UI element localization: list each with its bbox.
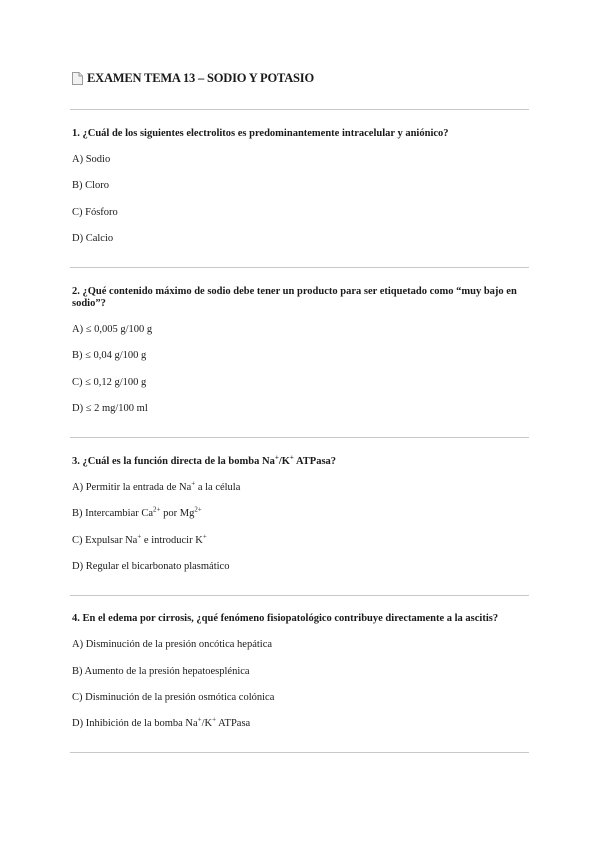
option-4a [72, 639, 272, 651]
divider [70, 437, 529, 438]
option-2d: D) ≤ 2 mg/100 ml [72, 403, 148, 414]
text-part: /K [201, 718, 213, 729]
superscript: + [191, 479, 196, 488]
text-part: C) Disminución de la presión osmótica colónica [72, 692, 275, 703]
document-title: EXAMEN TEMA 13 – SODIO Y POTASIO [87, 71, 314, 85]
option-2c: C) ≤ 0,12 g/100 g [72, 377, 147, 388]
document-icon [72, 72, 83, 85]
superscript: + [202, 532, 207, 541]
text-part: e introducir K [141, 535, 203, 546]
text-part: a la célula [195, 482, 241, 493]
option-1d: D) Calcio [72, 233, 114, 244]
text-part: por Mg [160, 508, 195, 519]
text-part: ATPasa? [293, 456, 337, 467]
option-2a: A) ≤ 0,005 g/100 g [72, 324, 153, 335]
question-4 [72, 613, 528, 625]
superscript: 2+ [153, 505, 161, 514]
divider [70, 267, 529, 268]
option-1b: B) Cloro [72, 180, 110, 191]
superscript: + [197, 715, 202, 724]
divider [70, 752, 529, 753]
question-text: 4. En el edema por cirrosis, ¿qué fenómeno fisiopatológico contribuye directamente a la ascitis? [72, 613, 499, 624]
superscript: 2+ [194, 505, 202, 514]
option-1a: A) Sodio [72, 154, 111, 165]
option-3d [72, 561, 229, 573]
option-3b [72, 505, 202, 520]
text-part: 3. ¿Cuál es la función directa de la bomba Na [72, 456, 275, 467]
superscript: + [212, 715, 217, 724]
option-4c [72, 692, 274, 704]
text-part: B) Aumento de la presión hepatoesplénica [72, 666, 250, 677]
text-part: B) Intercambiar Ca [72, 508, 154, 519]
superscript: + [289, 453, 294, 462]
superscript: + [274, 453, 279, 462]
option-2b: B) ≤ 0,04 g/100 g [72, 350, 147, 361]
question-text: 1. ¿Cuál de los siguientes electrolitos es predominantemente intracelular y aniónico? [72, 128, 449, 139]
text-part: /K [278, 456, 290, 467]
option-1c: C) Fósforo [72, 207, 118, 218]
divider [70, 109, 529, 110]
option-4d [72, 715, 251, 730]
option-3a [72, 479, 241, 494]
text-part: A) Permitir la entrada de Na [72, 482, 192, 493]
text-part: A) Disminución de la presión oncótica hepática [72, 639, 273, 650]
text-part: D) Inhibición de la bomba Na [72, 718, 198, 729]
text-part: C) Expulsar Na [72, 535, 138, 546]
divider [70, 595, 529, 596]
text-part: D) Regular el bicarbonato plasmático [72, 561, 230, 572]
superscript: + [137, 532, 142, 541]
document-header [72, 71, 314, 86]
question-2 [72, 286, 528, 310]
option-4b [72, 666, 250, 678]
option-3c [72, 532, 207, 547]
question-text [72, 453, 528, 468]
question-text: 2. ¿Qué contenido máximo de sodio debe tener un producto para ser etiquetado como “muy bajo en sodio”? [72, 286, 517, 309]
question-1 [72, 128, 528, 140]
question-3 [72, 453, 528, 468]
text-part: ATPasa [216, 718, 251, 729]
